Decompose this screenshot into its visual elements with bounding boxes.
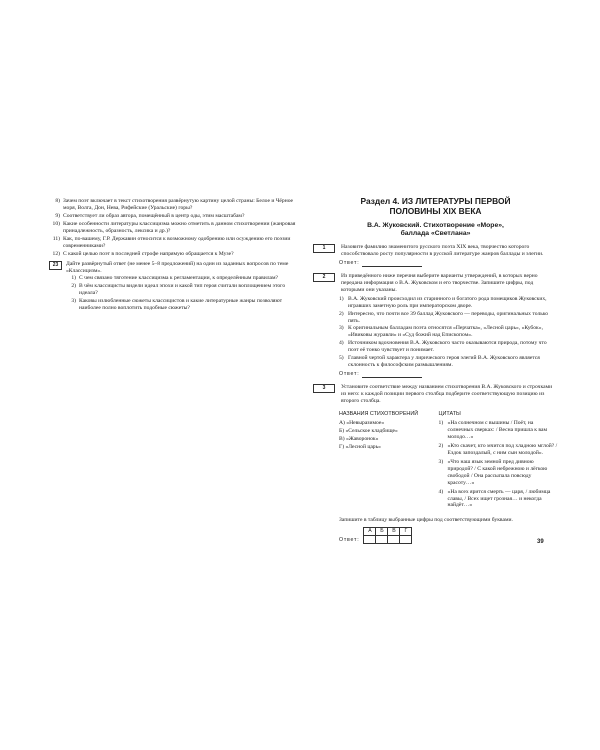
question-9: 9) Соответствует ли образ автора, помещённый в центр оды, этим масштабам?: [55, 213, 245, 219]
quote-1: 1) «На солнечном с вышины / Поёт, на солнечных сверках: / Весна пришла к вам молодо…»: [438, 420, 548, 441]
task-number-badge: 1: [313, 244, 335, 253]
answer-cell-a[interactable]: [364, 536, 376, 544]
question-12: 12) С какой целью поэт в последней строфе напрямую обращается к Музе?: [52, 251, 234, 258]
answer-line-1: Ответ:: [339, 260, 558, 267]
statement-4: 4) Источником вдохновения В.А. Жуковского часто оказываются природа, потому что поэт её тонко чувствует и понимает.: [339, 340, 547, 354]
question-10: 10) Какие особенности литературы классицизма можно отметить в данном стихотворении (жанровая принадлежность, образность, лексика и др.)?: [52, 221, 296, 234]
answer-cell-g[interactable]: [400, 536, 412, 544]
option-a: А) «Невыразимое»: [339, 420, 385, 427]
task-2: 2 Из приведённого ниже перечня выберите варианты утверждений, в которых верно передана информация о В.А. Жуковском и его творчестве. Запишите цифры, под которыми они указаны.: [313, 273, 558, 294]
statement-1: 1) В.А. Жуковский происходил из старинного и богатого рода помещиков Жуковских, игравших заметную роль при императорском дворе.: [339, 295, 547, 309]
task-number-badge: 2: [313, 273, 335, 282]
statement-2: 2) Интересно, что почти все 39 баллад Жуковского — переводы, оригинальных только пять.: [339, 310, 549, 324]
option-v: В) «Жаворонок»: [339, 436, 379, 443]
answer-blank[interactable]: [362, 372, 422, 378]
letter-cell-b: Б: [376, 528, 388, 536]
matching-columns: [339, 411, 558, 512]
task-23-text: Дайте развёрнутый ответ (не менее 5–8 предложений) на один из заданных вопросов по теме «Классицизм».: [66, 261, 289, 274]
question-11: 11) Как, по-вашему, Г.Р. Державин относится к возможному одобрению или осуждению его поэзии современниками?: [52, 236, 291, 249]
right-page: [313, 196, 558, 544]
titles-column: НАЗВАНИЯ СТИХОТВОРЕНИЙ А) «Невыразимое» Б) «Сельское кладбище» В) «Жаворонок» Г) «Лесной царь»: [339, 411, 439, 512]
left-page: [49, 198, 301, 313]
answer-table-row: Ответ: А Б В Г: [339, 527, 558, 544]
letter-cell-v: В: [388, 528, 400, 536]
quote-2: 2) «Кто скачет, кто мчится под хладною мглой? / Ездок запоздалый, с ним сын молодой».: [438, 443, 558, 457]
task-23-item-3: 3) Каковы излюбленные сюжеты классицистов и какие литературные жанры позволяют наиболее полно воплотить подобные сюжеты?: [71, 297, 283, 311]
task-number-badge: 3: [313, 384, 335, 393]
statement-3: 3) К оригинальным балладам поэта относятся «Перчатка», «Лесной царь», «Кубок», «Ивиковы журавли» и «Суд божий над Епископом».: [339, 325, 543, 339]
task-23: [49, 261, 301, 275]
task-3: 3 Установите соответствие между названием стихотворения В.А. Жуковского и строчками из него: к каждой позиции первого столбца подберите соответствующую позицию из второго столбца.: [313, 384, 558, 405]
table-instruction: Запишите в таблицу выбранные цифры под соответствующими буквами.: [339, 517, 513, 524]
quotes-column: ЦИТАТЫ 1) «На солнечном с вышины / Поёт, на солнечных сверках: / Весна пришла к вам молодо…» 2) «Кто скачет, кто мчится под хладною мглой? / Ездок запоздалый, с ним сын молодой». 3) «Что наш язык земной пред дивною природой? / С какой небрежною и лёгкою свободой / Она рассыпала повсюду красоту…» 4) «На всех ярится смерть — царя, / любимца славы, / Всех ищет грозная… и некогда найдёт…»: [438, 410, 558, 509]
answer-table: [363, 527, 412, 544]
quote-3: 3) «Что наш язык земной пред дивною природой? / С какой небрежною и лёгкою свободой / Она рассыпала повсюду красоту…»: [438, 458, 548, 486]
letter-cell-g: Г: [400, 528, 412, 536]
task-1: 1 Назовите фамилию знаменитого русского поэта XIX века, творчество которого способствовало росту популярности в русской литературе жанров баллады и элегии.: [313, 244, 558, 258]
answer-cell-b[interactable]: [376, 536, 388, 544]
question-8: 8) Зачем поэт включает в текст стихотворения развёрнутую картину целой страны: Белое и Чёрное моря, Волга, Дон, Нева, Рифейские (Уральские) горы?: [55, 198, 294, 211]
task-number-badge: 23: [49, 261, 62, 270]
answer-line-2: Ответ:: [339, 371, 558, 378]
letter-cell-a: А: [364, 528, 376, 536]
section-title: Раздел 4. ИЗ ЛИТЕРАТУРЫ ПЕРВОЙ ПОЛОВИНЫ XIX ВЕКА: [360, 196, 511, 216]
topic-title: В.А. Жуковский. Стихотворение «Море», баллада «Светлана»: [367, 222, 504, 238]
statement-5: 5) Главной чертой характера у лирического героя элегий В.А. Жуковского является склонность к философским размышлениям.: [339, 355, 540, 368]
option-b: Б) «Сельское кладбище»: [339, 428, 398, 435]
task-23-item-1: 1) С чем связано тяготение классицизма к регламентации, к определённым правилам?: [71, 274, 279, 281]
task-23-item-2: 2) В чём классицисты видели идеал эпохи и какой тип героя считали воплощением этого идеала?: [71, 282, 286, 296]
quote-4: 4) «На всех ярится смерть — царя, / любимца славы, / Всех ищет грозная… и некогда найдёт…»: [438, 488, 551, 509]
answer-cell-v[interactable]: [388, 536, 400, 544]
answer-blank[interactable]: [362, 261, 422, 267]
option-g: Г) «Лесной царь»: [339, 444, 381, 451]
page-number: 39: [537, 539, 544, 545]
